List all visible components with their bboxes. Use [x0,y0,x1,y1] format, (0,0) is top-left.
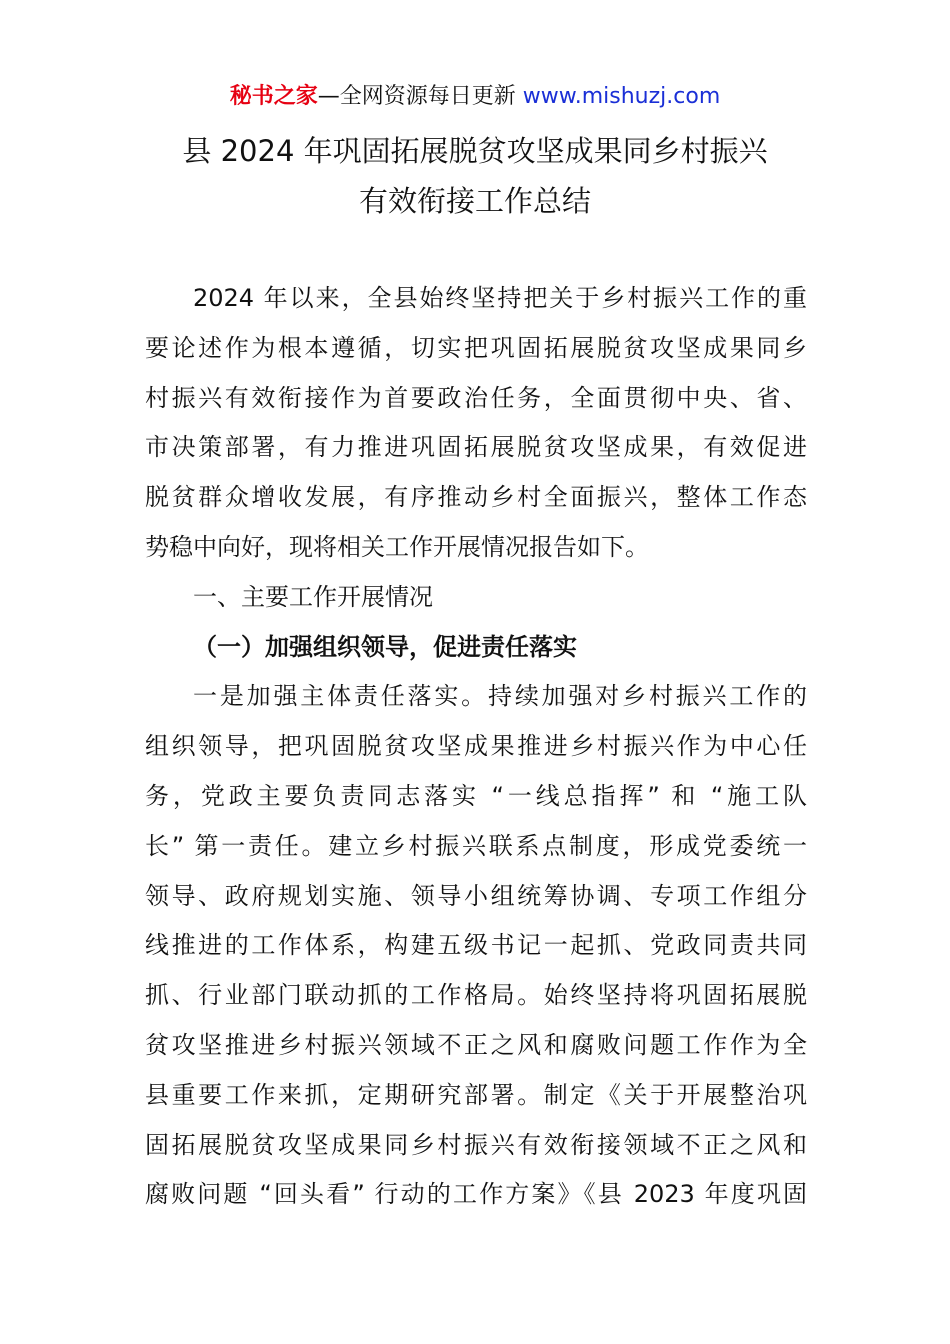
body-line: 一是加强主体责任落实。持续加强对乡村振兴工作的 [193,682,807,711]
body-line: 组织领导，把巩固脱贫攻坚成果推进乡村振兴作为中心任 [145,732,807,761]
body-line: 长” 第一责任。建立乡村振兴联系点制度，形成党委统一 [145,831,807,860]
body-line: 务，党政主要负责同志落实 “一线总指挥” 和 “施工队 [145,781,807,810]
body-line: 村振兴有效衔接作为首要政治任务，全面贯彻中央、省、 [145,383,807,412]
document-body [145,274,807,1220]
title-line-1: 县 2024 年巩固拓展脱贫攻坚成果同乡村振兴 [182,134,768,168]
body-line: 固拓展脱贫攻坚成果同乡村振兴有效衔接领域不正之风和 [145,1130,807,1159]
body-line: 贫攻坚推进乡村振兴领域不正之风和腐败问题工作作为全 [145,1030,807,1059]
body-line: 领导、政府规划实施、领导小组统筹协调、专项工作组分 [145,881,807,910]
body-line: 线推进的工作体系，构建五级书记一起抓、党政同责共同 [145,931,807,960]
brand-name: 秘书之家 [229,84,318,109]
body-line: 县重要工作来抓，定期研究部署。制定《关于开展整治巩 [145,1080,807,1109]
site-header [0,80,950,114]
body-line: 腐败问题 “回头看” 行动的工作方案》《县 2023 年度巩固 [145,1180,807,1209]
subsection-heading: （一）加强组织领导，促进责任落实 [193,632,577,661]
body-line: 势稳中向好，现将相关工作开展情况报告如下。 [145,532,649,561]
body-line: 抓、行业部门联动抓的工作格局。始终坚持将巩固拓展脱 [145,981,807,1010]
body-line: 要论述作为根本遵循，切实把巩固拓展脱贫攻坚成果同乡 [145,333,807,362]
section-heading: 一、主要工作开展情况 [193,582,433,611]
title-line-2: 有效衔接工作总结 [358,184,591,218]
site-url-link[interactable]: www.mishuzj.com [522,84,721,109]
body-line: 市决策部署，有力推进巩固拓展脱贫攻坚成果，有效促进 [145,433,807,462]
header-tagline: —全网资源每日更新 [317,84,516,109]
body-line: 2024 年以来，全县始终坚持把关于乡村振兴工作的重 [193,284,807,312]
document-title [0,126,950,226]
body-line: 脱贫群众增收发展，有序推动乡村全面振兴，整体工作态 [145,483,807,512]
